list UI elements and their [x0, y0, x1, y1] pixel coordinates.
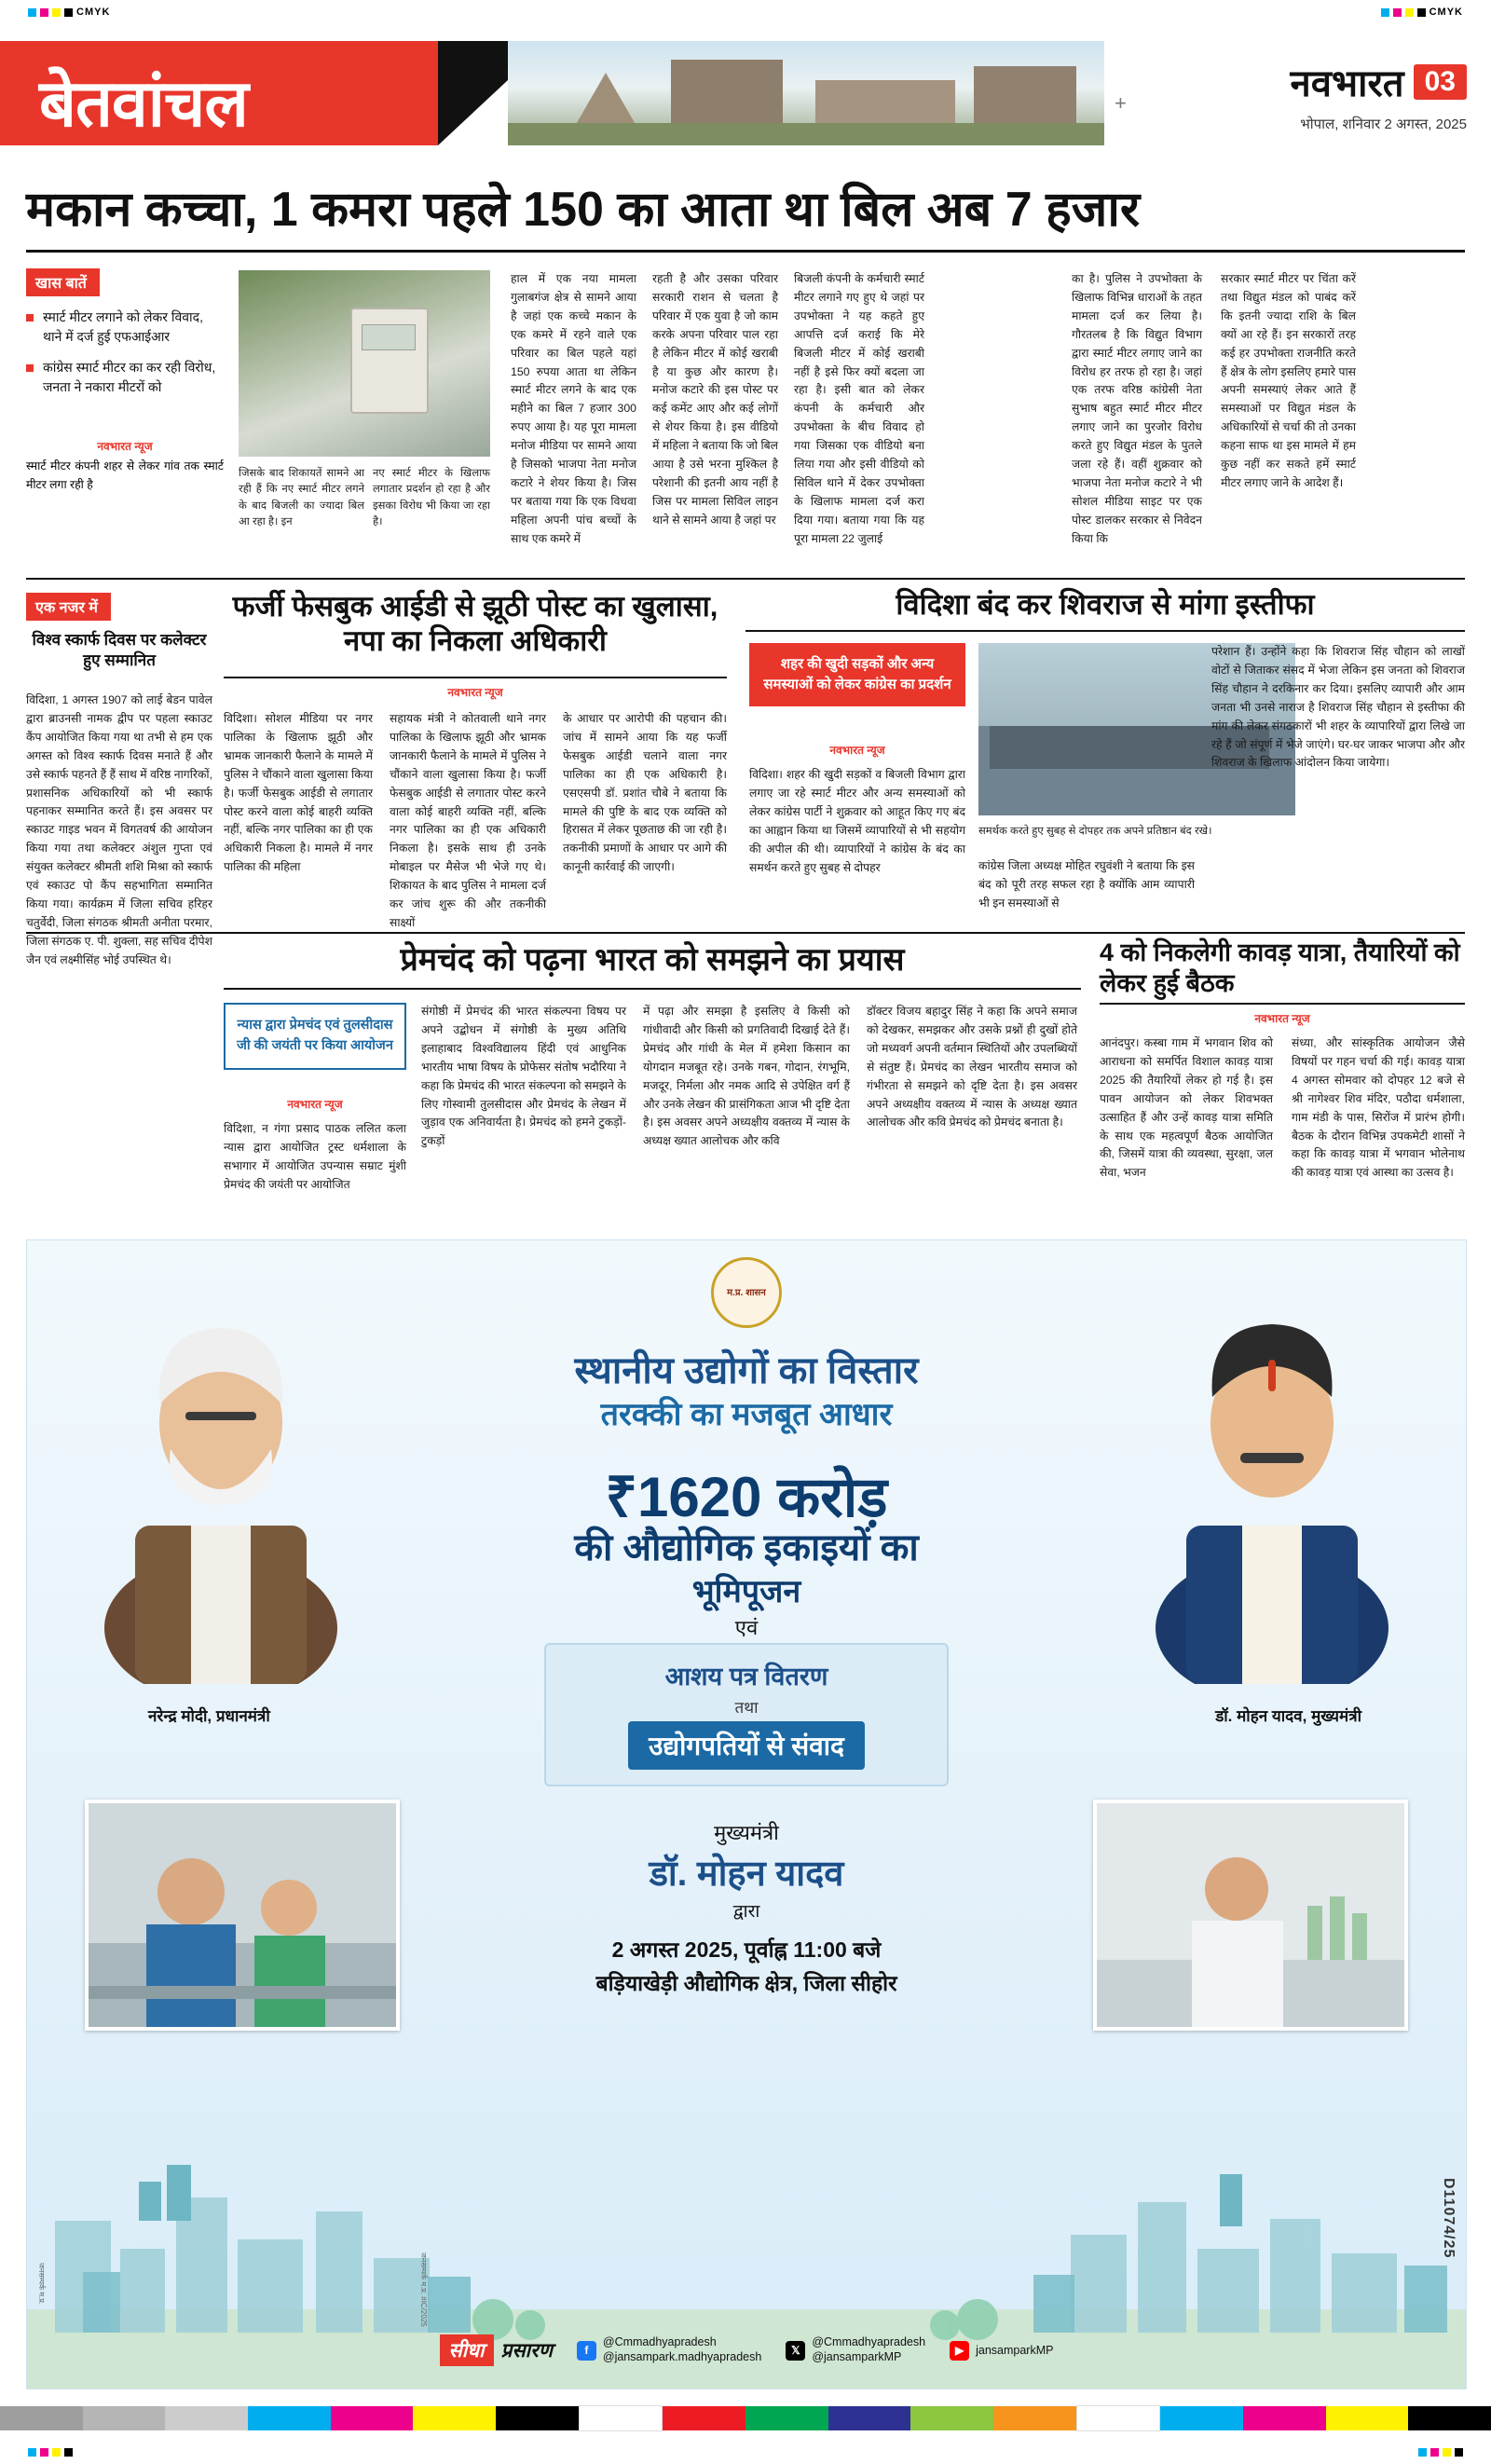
- story5-byline: [1100, 1010, 1465, 1030]
- nameplate-block: [0, 41, 438, 145]
- story2-col-3: के आधार पर आरोपी की पहचान की। जांच में सामने आया कि यह फर्जी फेसबुक आईडी चलाने वाला नगर पालिका का ही एक अधिकारी है। एसएसपी डॉ. प्रशांत चौबे ने बताया कि मामले की पुष्टि के बाद एक व्यक्ति को हिरासत में लेकर पूछताछ की जा रही है। तकनीकी प्रमाणों के आधार पर आगे की कानूनी कार्रवाई की जाएगी।: [563, 712, 727, 874]
- ad-photo-lab-worker: [1093, 1800, 1408, 2031]
- ad-amount-line-2: की औद्योगिक इकाइयों का: [574, 1527, 919, 1568]
- cmyk-marks-bottom-right: [1418, 2448, 1463, 2457]
- ad-live-label-2: प्रसारण: [500, 2340, 553, 2361]
- color-patch: [579, 2405, 663, 2431]
- story4-col-4: डॉक्टर विजय बहादुर सिंह ने कहा कि अपने समाज को देखकर, समझकर और उसके प्रश्नों ही दुखों होते जो मध्यवर्ग अपनी वर्तमान स्थितियों और उपलब्धियों से संतुष्ट हैं। प्रेमचंद का लेखन भारतीय समाज को गंभीरता से समझने को दृष्टि देता है। इस अवसर अपने अध्यक्षीय वक्तव्य में न्यास के अध्यक्ष ख्यात आलोचक और कवि प्रेमचंद को प्रेमचंद बनाता है।: [867, 1005, 1077, 1129]
- facebook-icon: f: [577, 2341, 596, 2361]
- yellow-swatch: [52, 2448, 61, 2457]
- ad-event-datetime: 2 अगस्त 2025, पूर्वाह्न 11:00 बजे: [611, 1937, 882, 1962]
- lead-body-col-2: रहती है और उसका परिवार सरकारी राशन से चलता है परिवार में एक युवा है जो काम करके अपना परिवार पाल रहा है लेकिन मीटर में कोई खराबी है या कुछ और कारण है। मनोज कटारे की इस पोस्ट पर कई कमेंट आए और कई लोगों से शेयर किया है। इस वीडियो में महिला ने बताया कि जो बिल आया है उसे भरना मुश्किल है परेशानी की इतनी आय नहीं है जिस पर मामला सिविल लाइन थाने से सामने आया है जहां पर: [652, 272, 778, 527]
- color-patch: [746, 2406, 828, 2430]
- ad-title-line-2: तरक्की का मजबूत आधार: [600, 1397, 893, 1432]
- ad-amount: ₹1620 करोड़: [605, 1466, 888, 1528]
- list-item: कांग्रेस स्मार्ट मीटर का कर रही विरोध, जनता ने नकारा मीटरों को: [26, 358, 224, 397]
- lead-headline: मकान कच्चा, 1 कमरा पहले 150 का आता था बिल अब 7 हजार: [26, 183, 1141, 237]
- story2-col-2: सहायक मंत्री ने कोतवाली थाने नगर पालिका के खिलाफ झूठी और भ्रामक जानकारी फैलाने के मामले में पुलिस ने चौंकाने वाला खुलासा किया है। फर्जी फेसबुक आईडी से लगातार पोस्ट करने वाला कोई बाहरी व्यक्ति नहीं, बल्कि नगर पालिका का ही एक अधिकारी निकला है। इसके साथ ही उनके मोबाइल पर मैसेज भी भेजे गए थे। शिकायत के बाद पुलिस ने मामला दर्ज कर जांच शुरू की और तकनीकी साक्ष्यों: [390, 712, 546, 929]
- masthead: [0, 24, 1491, 164]
- color-patch: [1243, 2406, 1326, 2430]
- story2-byline: [224, 684, 727, 704]
- color-patch: [1408, 2406, 1491, 2430]
- story2-sidebar-text: विदिशा, 1 अगस्त 1907 को लाई बेडन पावेल द्वारा ब्राउनसी नामक द्वीप पर पहला स्काउट कैंप आयोजित किया गया था तभी से हम एक अगस्त को विश्व स्कार्फ दिवस मनाते हैं और उसे स्कार्फ पहनते हैं हैं साथ में वरिष्ठ नागरिकों, प्रशासनिक अधिकारियों को भी स्कार्फ पहनाकर सम्मानित करते हैं। इस अवसर पर स्काउट गाइड भवन में विगतवर्ष की आयोजन किया गया तथा कलेक्टर अंशुल गुप्ता एवं संयुक्त कलेक्टर श्रीमती शशि मिश्रा को स्कार्फ एवं स्काउट पो कैंप सहभागिता सम्मानित किया गया। कार्यक्रम में जिला सचिव हरिहर चतुर्वेदी, जिला संगठक श्रीमती अनीता परमार, जिला संगठक ए. पी. शुक्ला, सह सचिव दीपेश जैन एवं लक्ष्मीसिंह भोई उपस्थित थे।: [26, 693, 212, 966]
- story4-rule: [224, 988, 1081, 990]
- black-swatch: [1417, 8, 1426, 17]
- magenta-swatch: [40, 2448, 48, 2457]
- story3-headline: विदिशा बंद कर शिवराज से मांगा इस्तीफा: [896, 588, 1315, 621]
- x-twitter-icon: 𝕏: [786, 2341, 805, 2361]
- magenta-swatch: [1430, 2448, 1439, 2457]
- x-handle-1: @Cmmadhyapradesh: [812, 2335, 926, 2349]
- masthead-right: [1291, 56, 1467, 133]
- story4-byline: [224, 1096, 406, 1116]
- story3-col-3: परेशान हैं। उन्होंने कहा कि शिवराज सिंह चौहान को लाखों वोटों से जिताकर संसद में भेजा लेकिन इस जनता को शिवराज सिंह चौहान ने दरकिनार कर दिया। इसलिए व्यापारी और आम जनता भी उनसे नाराज है शिवराज सिंह चौहान से इस्तीफा की मांग की लेकर संगठकारों भी शहर के व्यापारियों द्वारा लिखे जा रहे हैं जो संपूर्ण में भेजे जाएंगे। घर-घर जाकर भाजपा और और शिवराज के खिलाफ आंदोलन किया जायेगा।: [1211, 645, 1465, 770]
- lead-body-col-3: बिजली कंपनी के कर्मचारी स्मार्ट मीटर लगाने गए हुए थे जहां पर उपभोक्ता ने यह कहते हुए आपत्ति दर्ज कराई कि मेरे बिजली मीटर में कोई खराबी नहीं है इसे फिर क्यों बदला जा रहा है। इसी बात को लेकर कंपनी के कर्मचारी और उपभोक्ता के बीच विवाद हो गया जिसका एक वीडियो बना लिया गया और इसी वीडियो को सिविल थाने में देकर उपभोक्ता के खिलाफ मामला दर्ज करा दिया गया। बताया गया कि यह पूरा मामला 22 जुलाई: [794, 272, 924, 545]
- color-patch: [413, 2406, 496, 2430]
- magenta-swatch: [1393, 8, 1402, 17]
- ad-event-line-3: उद्योगपतियों से संवाद: [628, 1721, 865, 1770]
- color-patch: [248, 2406, 331, 2430]
- black-swatch: [64, 2448, 73, 2457]
- color-patch: [910, 2406, 993, 2430]
- lead-photo-caption-left: जिसके बाद शिकायतें सामने आ रही हैं कि नए स्मार्ट मीटर लगने के बाद बिजली का ज्यादा बिल आ रहा है। इन: [239, 468, 364, 527]
- magenta-swatch: [40, 8, 48, 17]
- dateline: भोपाल, शनिवार 2 अगस्त, 2025: [1300, 116, 1467, 132]
- press-color-control-bar: [0, 2397, 1491, 2440]
- color-patch: [993, 2406, 1076, 2430]
- page-number: 03: [1414, 64, 1467, 100]
- lead-body-col-4: का है। पुलिस ने उपभोक्ता के खिलाफ विभिन्न धाराओं के तहत मामला दर्ज कर लिया है। गौरतलब है कि विद्युत विभाग द्वारा स्मार्ट मीटर लगाए जाने का विरोध हर तरफ हो रहा है। जहां एक तरफ वरिष्ठ कांग्रेसी नेता सुभाष बहुत स्मार्ट मीटर मीटर लगाए जाने का पुरजोर विरोध करते हुए विद्युत मंडल के पुतले जला रहे हैं। वहीं शुक्रवार को भाजपा नेता मनोज कटारे ने भी सोशल मीडिया साइट पर एक पोस्ट डालकर सरकार से निवेदन किया कि: [1072, 272, 1202, 545]
- brand-name: नवभारत: [1290, 63, 1404, 104]
- color-patch: [331, 2406, 414, 2430]
- ad-and-label: एवं: [734, 1616, 759, 1639]
- color-patch: [83, 2406, 166, 2430]
- black-swatch: [64, 8, 73, 17]
- story3-highlight-box: शहर की खुदी सड़कों और अन्य समस्याओं को लेकर कांग्रेस का प्रदर्शन: [749, 643, 965, 706]
- color-patch: [828, 2406, 911, 2430]
- facebook-handle-1: @Cmmadhyapradesh: [602, 2335, 717, 2349]
- facebook-handle-2: @jansampark.madhyapradesh: [602, 2350, 762, 2363]
- story3-byline: [749, 742, 965, 761]
- section-rule-1: [26, 578, 1465, 580]
- byline: नवभारत न्यूज: [97, 440, 153, 453]
- ad-amount-line-3: भूमिपूजन: [691, 1574, 801, 1609]
- ad-title-line-1: स्थानीय उद्योगों का विस्तार: [574, 1350, 919, 1391]
- ad-cm-by: द्वारा: [732, 1902, 760, 1922]
- registration-cross-icon: +: [1115, 91, 1127, 115]
- story5-rule: [1100, 1003, 1465, 1005]
- byline: नवभारत न्यूज: [829, 744, 885, 757]
- x-handle[interactable]: [786, 2335, 925, 2364]
- ad-credit-left-2: जनसम्पर्क म.प्र. #IC/2025: [419, 2252, 428, 2327]
- color-patch: [165, 2406, 248, 2430]
- ad-cm-name: डॉ. मोहन यादव: [649, 1855, 844, 1894]
- story4-headline: प्रेमचंद को पढ़ना भारत को समझने का प्रयास: [400, 942, 905, 978]
- khas-baaten-kicker: [26, 268, 100, 296]
- story3-rule: [746, 630, 1465, 632]
- ek-nazar-kicker: [26, 593, 111, 621]
- ad-credit-left: जनसम्पर्क म.प्र.: [37, 2262, 46, 2305]
- yellow-swatch: [1405, 8, 1414, 17]
- ad-live-label-1: सीधा: [440, 2334, 494, 2366]
- story2-col-1: विदिशा। सोशल मीडिया पर नगर पालिका के खिलाफ झूठी और भ्रामक जानकारी फैलाने के मामले में पुलिस ने चौंकाने वाला खुलासा किया है। फर्जी फेसबुक आईडी से लगातार पोस्ट करने वाला कोई बाहरी व्यक्ति नहीं, बल्कि नगर पालिका का ही एक अधिकारी निकला है। मामले में नगर पालिका की महिला: [224, 712, 373, 874]
- ad-cm-title: मुख्यमंत्री: [714, 1821, 779, 1844]
- ad-event-line-1: आशय पत्र वितरण: [664, 1663, 828, 1691]
- lead-photo-caption: नए स्मार्ट मीटर के खिलाफ लगातार प्रदर्शन हो रहा है और इसका विरोध भी किया जा रहा है।: [373, 468, 490, 527]
- byline: नवभारत न्यूज: [287, 1098, 343, 1111]
- lead-body-col-5: सरकार स्मार्ट मीटर पर चिंता करें तथा विद्युत मंडल को पाबंद करें कि इतनी ज्यादा राशि के बिल क्यों आ रहे हैं। इन सरकारों तरह कई हर उपभोक्ता राजनीति करते हैं क्षेत्र के लोग इसलिए हमारे पास अपनी समस्याएं लेकर आते हैं समस्याओं पर विद्युत मंडल के अधिकारियों से चर्चा की तो उनका कहना साफ था इस मामले में हम कुछ नहीं कर सकते हमें स्मार्ट मीटर लगाए जाने के आदेश हैं।: [1221, 272, 1356, 489]
- ad-code: D11074/25: [1441, 2177, 1457, 2258]
- cyan-swatch: [28, 2448, 36, 2457]
- masthead-banner-photo: [508, 41, 1104, 145]
- cmyk-marks-right: [1381, 7, 1463, 18]
- khas-baaten-label: खास बातें: [26, 268, 100, 296]
- story4-col-1: विदिशा, न गंगा प्रसाद पाठक ललित कला न्यास द्वारा आयोजित ट्रस्ट धर्मशाला के सभागार में आयोजित उपन्यास सम्राट मुंशी प्रेमचंद की जयंती पर आयोजित: [224, 1122, 406, 1191]
- yellow-swatch: [1443, 2448, 1451, 2457]
- lead-byline-block: [26, 438, 224, 494]
- color-patch: [1076, 2405, 1161, 2431]
- color-patch: [1160, 2406, 1243, 2430]
- color-patch: [496, 2406, 579, 2430]
- story5-col-2: संध्या, और सांस्कृतिक आयोजन जैसे विषयों पर गहन चर्चा की गई। कावड़ यात्रा 4 अगस्त सोमवार को दोपहर 12 बजे से श्री नागेश्वर शिव मंदिर, पठौदा धर्मशाला, गाम मंडी के पास, सिरोंज में प्रारंभ होगी। बैठक के दौरान विभिन्न उपकमेटी शासों ने कहा कि कावड़ यात्रा में भगवान भोलेनाथ की कावड़ यात्रा एवं आस्था का उत्सव है।: [1292, 1036, 1465, 1180]
- cmyk-label-left: CMYK: [76, 7, 111, 18]
- grass-strip: [508, 123, 1104, 145]
- lead-body-col-1: हाल में एक नया मामला गुलाबगंज क्षेत्र से सामने आया है जहां एक कच्चे मकान के एक कमरे में रहने वाले एक परिवार का बिल पहले यहां 150 रुपया आता था लेकिन स्मार्ट मीटर लगने के बाद एक महीने का बिल 7 हजार 300 रुपए आया है। यह पूरा मामला मनोज मीडिया पर सामने आया है जिसको भाजपा नेता मनोज कटारे ने शेयर किया है। जिस पर बताया गया कि एक विधवा महिला अपनी पांच बच्चों के साथ एक कमरे में: [511, 272, 636, 545]
- ad-event-venue: बड़ियाखेड़ी औद्योगिक क्षेत्र, जिला सीहोर: [595, 1971, 897, 1995]
- color-patch: [0, 2406, 83, 2430]
- registration-bar-bottom: [0, 2440, 1491, 2464]
- story3-col-1: विदिशा। शहर की खुदी सड़कों व बिजली विभाग द्वारा लगाए जा रहे स्मार्ट मीटर और अन्य समस्याओं को लेकर कांग्रेस पार्टी ने शुक्रवार को आहूत किए गए बंद का आह्वान किया था जिसमें व्यापारियों से भी सहयोग की अपील की थी। व्यापारियों ने कांग्रेस के बंद का समर्थन करते हुए सुबह से दोपहर: [749, 768, 965, 874]
- youtube-icon: ▶: [950, 2341, 969, 2361]
- khas-baaten-bullets: [26, 308, 224, 408]
- pm-caption: नरेन्द्र मोदी, प्रधानमंत्री: [148, 1707, 270, 1725]
- ad-photo-factory-workers: [85, 1800, 400, 2031]
- story5-headline: 4 को निकलेगी कावड़ यात्रा, तैयारियों को लेकर हुई बैठक: [1100, 938, 1460, 997]
- facebook-handle[interactable]: [577, 2335, 761, 2364]
- story2-rule: [224, 677, 727, 678]
- ad-event-box: [544, 1643, 949, 1786]
- section-rule-2: [26, 932, 1465, 934]
- cyan-swatch: [28, 8, 36, 17]
- smart-meter-photo: [239, 270, 490, 457]
- story3-col-2: कांग्रेस जिला अध्यक्ष मोहित रघुवंशी ने बताया कि इस बंद को पूरी तरह सफल रहा है क्योंकि आम व्यापारी भी इन समस्याओं से: [978, 859, 1195, 910]
- x-handle-2: @jansamparkMP: [812, 2350, 902, 2363]
- story2-sidebar-headline: विश्व स्कार्फ दिवस पर कलेक्टर हुए सम्मानित: [32, 631, 207, 670]
- cm-caption: डॉ. मोहन यादव, मुख्यमंत्री: [1215, 1707, 1361, 1725]
- lead-intro: स्मार्ट मीटर कंपनी शहर से लेकर गांव तक स्मार्ट मीटर लगा रही है: [26, 459, 224, 491]
- story3-photo-caption: समर्थक करते हुए सुबह से दोपहर तक अपने प्रतिष्ठान बंद रखे।: [978, 826, 1212, 837]
- cmyk-label-right: CMYK: [1429, 7, 1463, 18]
- ek-nazar-label: एक नजर में: [26, 593, 111, 621]
- color-patch: [663, 2406, 746, 2430]
- cyan-swatch: [1418, 2448, 1427, 2457]
- cyan-swatch: [1381, 8, 1389, 17]
- cmyk-marks-bottom-left: [28, 2448, 73, 2457]
- list-item: स्मार्ट मीटर लगाने को लेकर विवाद, थाने में दर्ज हुई एफआईआर: [26, 308, 224, 347]
- ad-footer: [27, 2334, 1466, 2366]
- ad-event-line-2: तथा: [734, 1699, 759, 1717]
- byline: नवभारत न्यूज: [1254, 1012, 1310, 1025]
- youtube-handle-text: jansamparkMP: [976, 2344, 1054, 2357]
- story4-col-2: संगोष्ठी में प्रेमचंद की भारत संकल्पना विषय पर अपने उद्बोधन में संगोष्ठी के मुख्य अतिथि इलाहाबाद विश्वविद्यालय हिंदी एवं आधुनिक भारतीय भाषा विषय के प्रोफेसर संतोष भदौरिया ने कहा कि प्रेमचंद की भारत संकल्पना को समझने के लिए गोस्वामी तुलसीदास और प्रेमचंद के लेखन में जुड़ाव एक अनिवार्यता है। प्रेमचंद को हमने टुकड़ों-टुकड़ों: [421, 1005, 626, 1148]
- story4-col-3: में पढ़ा और समझा है इसलिए वे किसी को गांधीवादी और किसी को प्रगतिवादी दिखाई देते हैं। प्रेमचंद और गांधी के मेल में हमेशा किसान का योगदान मजबूत रहे। उनके गबन, गोदान, रंगभूमि, मजदूर, निर्मला और नमक आदि से उपेक्षित वर्ग हैं और उनके लेखन की प्रासंगिकता आज भी दृष्टि देता है। इस अवसर अपने अध्यक्षीय वक्तव्य में न्यास के अध्यक्ष ख्यात आलोचक और कवि: [643, 1005, 850, 1148]
- story5-col-1: आनंदपुर। कस्बा गाम में भगवान शिव को आराधना को समर्पित विशाल कावड़ यात्रा 2025 की तैयारियों लेकर हो गई है। इस पावन आयोजन को लेकर शिवभक्त उत्साहित हैं और उन्हें कावड़ यात्रा समिति के साथ एक महत्वपूर्ण बैठक आयोजित की, जिसमें यात्रा की व्यवस्था, सुरक्षा, जल सेवा, भजन: [1100, 1036, 1273, 1180]
- ad-live-badge: [440, 2334, 553, 2366]
- cmyk-marks-left: [28, 7, 110, 18]
- black-swatch: [1455, 2448, 1463, 2457]
- story2-headline: फर्जी फेसबुक आईडी से झूठी पोस्ट का खुलासा, नपा का निकला अधिकारी: [232, 590, 718, 658]
- registration-bar-top: [0, 0, 1491, 24]
- story4-highlight-box: न्यास द्वारा प्रेमचंद एवं तुलसीदास जी की जयंती पर किया आयोजन: [224, 1003, 406, 1070]
- yellow-swatch: [52, 8, 61, 17]
- nameplate-text: बेतवांचल: [39, 67, 248, 140]
- government-advertisement: [26, 1239, 1467, 2389]
- brand-block: [1291, 56, 1467, 107]
- headline-rule: [26, 250, 1465, 253]
- color-patch: [1326, 2406, 1409, 2430]
- byline: नवभारत न्यूज: [447, 686, 503, 699]
- mp-government-emblem: म.प्र. शासन: [711, 1257, 782, 1328]
- youtube-handle[interactable]: [950, 2341, 1053, 2361]
